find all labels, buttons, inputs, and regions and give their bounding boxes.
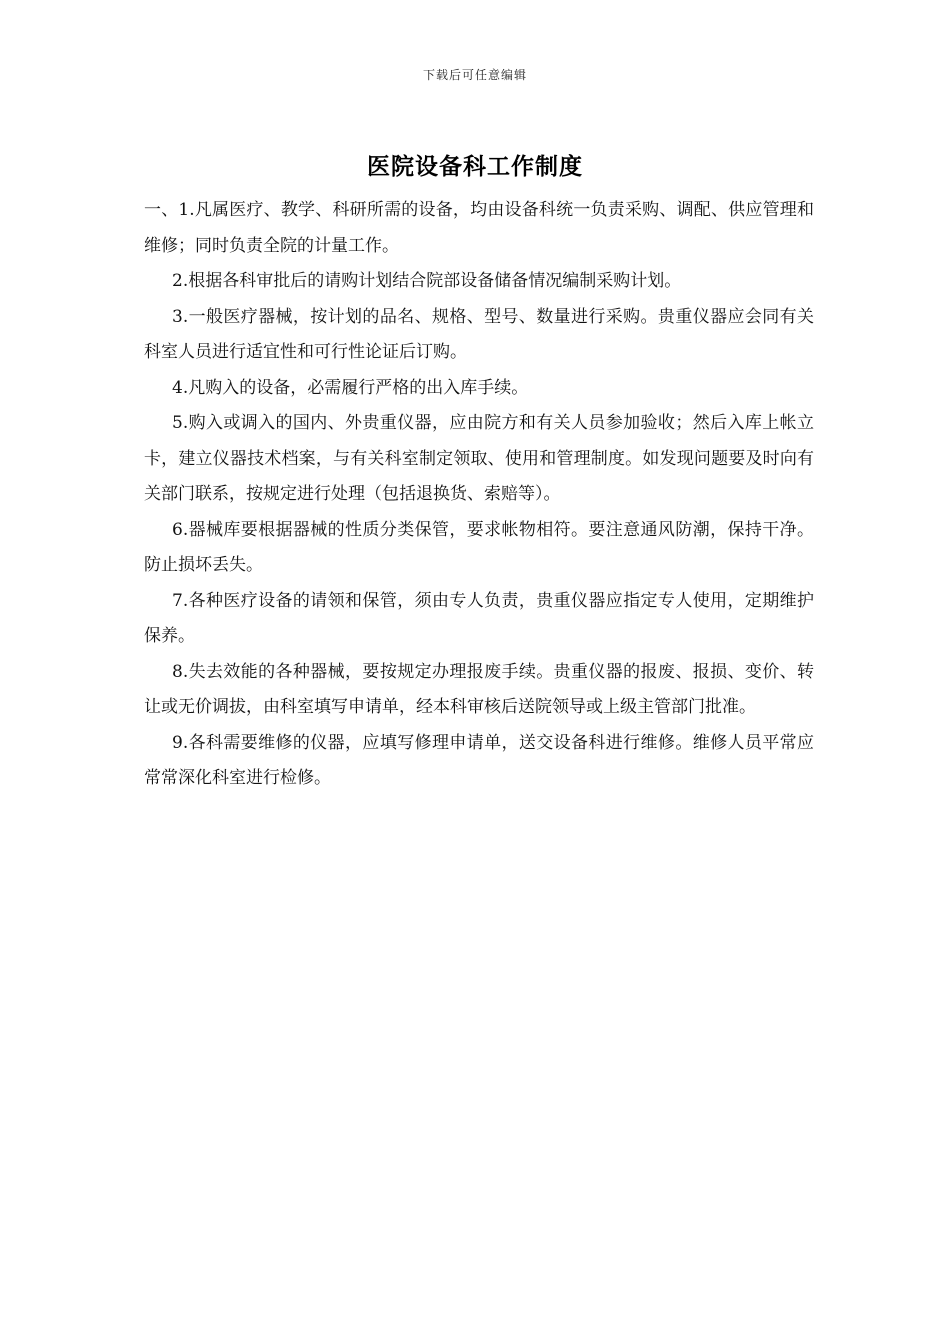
paragraph-7: 7.各种医疗设备的请领和保管，须由专人负责，贵重仪器应指定专人使用，定期维护保养。	[144, 590, 814, 646]
paragraph-2: 2.根据各科审批后的请购计划结合院部设备储备情况编制采购计划。	[172, 271, 682, 291]
paragraph-5: 5.购入或调入的国内、外贵重仪器，应由院方和有关人员参加验收；然后入库上帐立卡，建立仪器技术档案，与有关科室制定领取、使用和管理制度。如发现问题要及时向有关部门联系，按规定进行处理（包括退换货、索赔等）。	[144, 413, 814, 504]
page-title: 医院设备科工作制度	[367, 154, 583, 180]
paragraph-8: 8.失去效能的各种器械，要按规定办理报废手续。贵重仪器的报废、报损、变价、转让或无价调拔，由科室填写申请单，经本科审核后送院领导或上级主管部门批准。	[144, 661, 814, 717]
document-body	[144, 193, 814, 797]
paragraph-9: 9.各科需要维修的仪器，应填写修理申请单，送交设备科进行维修。维修人员平常应常常深化科室进行检修。	[144, 732, 814, 788]
header-note: 下载后可任意编辑	[422, 68, 527, 82]
paragraph-4: 4.凡购入的设备，必需履行严格的出入库手续。	[172, 377, 529, 398]
paragraph-1: 一、1.凡属医疗、教学、科研所需的设备，均由设备科统一负责采购、调配、供应管理和维修；同时负责全院的计量工作。	[144, 200, 814, 256]
paragraph-6: 6.器械库要根据器械的性质分类保管，要求帐物相符。要注意通风防潮，保持干净。防止损坏丢失。	[144, 519, 814, 575]
paragraph-3: 3.一般医疗器械，按计划的品名、规格、型号、数量进行采购。贵重仪器应会同有关科室人员进行适宜性和可行性论证后订购。	[144, 306, 814, 362]
